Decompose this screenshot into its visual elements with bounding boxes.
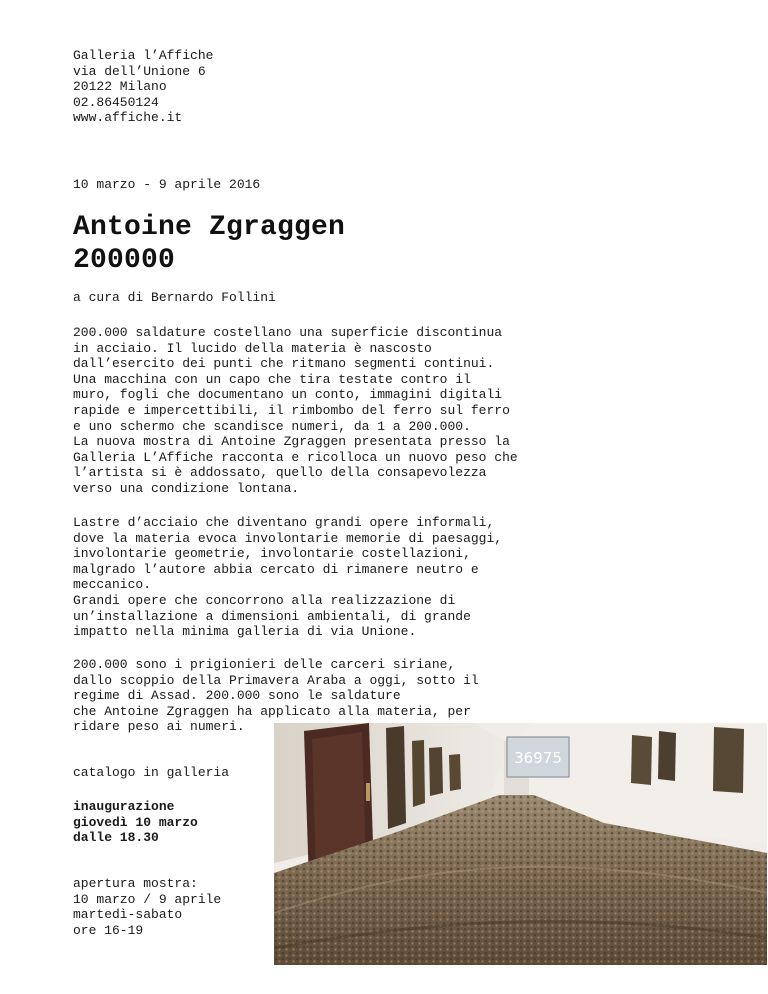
paragraph-intro: 200.000 saldature costellano una superficie discontinua in acciaio. Il lucido della materia è nascosto dall’esercito dei punti che ritmano segmenti continui. Una macchina con un capo che tira testate contro il muro, fogli che documentano un conto, immagini digitali rapide e impercettibili, il rimbombo del ferro sul ferro e uno schermo che scandisce numeri, da 1 a 200.000. La nuova mostra di Antoine Zgraggen presentata presso la Galleria L’Affiche racconta e ricolloca un nuovo peso che l’artista si è addossato, quello della consapevolezza verso una condizione lontana. <box>73 325 518 496</box>
opening-hours <box>73 876 221 938</box>
gallery-city: 20122 Milano <box>73 79 167 95</box>
exhibition-title: 200000 <box>73 245 176 276</box>
paragraph-works: Lastre d’acciaio che diventano grandi opere informali, dove la materia evoca involontarie memorie di paesaggi, involontarie geometrie, involontarie costellazioni, malgrado l’autore abbia cercato di rimanere neutro e meccanico. Grandi opere che concorrono alla realizzazione di un’installazione a dimensioni ambientali, di grande impatto nella minima galleria di via Unione. <box>73 515 503 640</box>
artist-name: Antoine Zgraggen <box>73 212 346 243</box>
opening-day: giovedì 10 marzo <box>73 814 198 830</box>
curator-line: a cura di Bernardo Follini <box>73 290 276 305</box>
opening-label: inaugurazione <box>73 799 175 814</box>
hours-period: 10 marzo / 9 aprile <box>73 891 222 907</box>
gallery-name: Galleria l’Affiche <box>73 48 214 63</box>
gallery-website: www.affiche.it <box>73 110 183 126</box>
hours-days: martedì-sabato <box>73 907 183 923</box>
gallery-phone: 02.86450124 <box>73 94 159 110</box>
hours-label: apertura mostra: <box>73 876 198 891</box>
gallery-address: via dell’Unione 6 <box>73 63 206 79</box>
paragraph-meaning: 200.000 sono i prigionieri delle carceri siriane, dallo scoppio della Primavera Araba a oggi, sotto il regime di Assad. 200.000 sono le saldature che Antoine Zgraggen ha applicato alla materia, per ridare peso ai numeri. <box>73 657 479 735</box>
gallery-contact <box>73 48 213 126</box>
hours-time: ore 16-19 <box>73 922 144 938</box>
installation-photo-drawing <box>274 723 767 965</box>
screen-counter: 36975 <box>514 749 562 767</box>
opening-info <box>73 799 198 846</box>
catalog-note: catalogo in galleria <box>73 765 230 780</box>
exhibition-dates: 10 marzo - 9 aprile 2016 <box>73 177 261 192</box>
installation-photo <box>274 723 767 965</box>
opening-time: dalle 18.30 <box>73 830 159 846</box>
exhibition-heading <box>73 211 345 277</box>
